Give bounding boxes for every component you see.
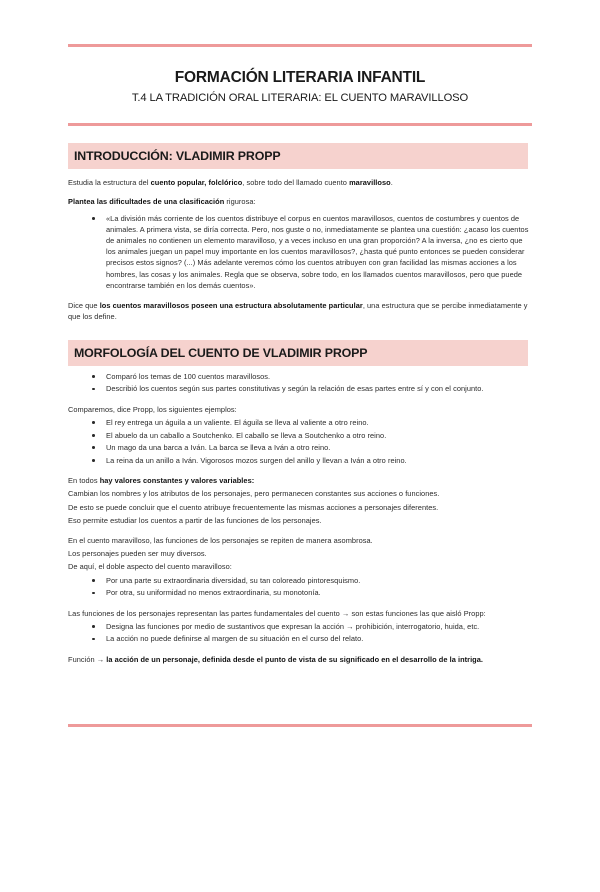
intro-bold-cuento-popular: cuento popular, folclórico [150,178,243,188]
intro-text-1: Estudia la estructura del [68,178,151,188]
morfologia-lead-examples: Comparemos, dice Propp, los siguientes ejemplos: [68,404,237,414]
intro-quote-list [68,213,532,291]
list-item: El rey entrega un águila a un valiente. El águila se lleva al valiente a otro reino. [68,417,532,428]
intro-text-dice: Dice que [68,301,100,311]
document-subtitle: T.4 LA TRADICIÓN ORAL LITERARIA: EL CUENTO MARAVILLOSO [131,92,469,104]
list-item: Comparó los temas de 100 cuentos maravillosos. [68,371,532,382]
list-item: Por otra, su uniformidad no menos extraordinaria, su monotonía. [68,587,532,598]
intro-text-3: . [390,178,393,188]
morfologia-partes-list [68,621,532,645]
section-heading-morfologia: MORFOLOGÍA DEL CUENTO DE VLADIMIR PROPP [68,340,528,366]
list-item: Describió los cuentos según sus partes constitutivas y según la relación de esas partes entre sí y con el conjunto. [68,383,532,394]
intro-paragraph-plantea [68,196,532,207]
list-item: La acción no puede definirse al margen de su situación en el curso del relato. [68,633,532,644]
valores-text-entodos: En todos [68,476,100,486]
intro-text-rigurosa: rigurosa: [224,197,256,207]
list-item: Un mago da una barca a Iván. La barca se lleva a Iván a otro reino. [68,442,532,453]
list-item: «La división más corriente de los cuentos distribuye el corpus en cuentos maravillosos, cuentos de costumbres y cuentos de animales. A primera vista, se diría correcta. Pero, nos guste o no, inmediatamente se plantea una cuestión: ¿acaso los cuentos de animales no contienen un elemento maravilloso, y a veces incluso en una gran proporción? A la inversa, ¿no es cierto que los animales juegan un papel muy importante en los cuentos maravillosos?, ¿hasta qué punto entonces se pueden considerar precisos estos signos? (...) Más adelante veremos cómo los cuentos atribuyen con gran facilidad las mismas acciones a los hombres, las cosas y los animales. Regla que se observa, sobre todo, en los llamados cuentos maravillosos, pero que puede encontrarse también en los demás cuentos». [68,213,532,291]
document-page [0,44,600,892]
morfologia-valores-line-1: Cambian los nombres y los atributos de los personajes, pero permanecen constantes sus acciones o funciones. [68,489,440,499]
section-heading-introduccion: INTRODUCCIÓN: VLADIMIR PROPP [68,143,528,169]
morfologia-valores-heading [68,475,532,486]
funcion-bold-definition: la acción de un personaje, definida desde el punto de vista de su significado en el desarrollo de la intriga. [106,654,484,664]
morfologia-bullets-primary [68,371,532,395]
title-divider-rule [68,123,532,126]
morfologia-repeticion-line-3: De aquí, el doble aspecto del cuento maravilloso: [68,562,232,572]
intro-bold-plantea: Plantea las dificultades de una clasificación [68,197,225,207]
funcion-text-label: Función → [68,654,107,664]
morfologia-partes-fundamentales: Las funciones de los personajes representan las partes fundamentales del cuento → son estas funciones las que aisló Propp: [68,608,486,618]
intro-bold-maravilloso: maravilloso [349,178,391,188]
valores-bold-constantes: hay valores constantes y valores variables: [99,476,255,486]
document-title: FORMACIÓN LITERARIA INFANTIL [174,69,426,86]
list-item: La reina da un anillo a Iván. Vigorosos mozos surgen del anillo y llevan a Iván a otro reino. [68,455,532,466]
morfologia-doble-aspecto-list [68,575,532,599]
morfologia-valores-line-3: Eso permite estudiar los cuentos a partir de las funciones de los personajes. [68,515,322,525]
intro-text-2: , sobre todo del llamado cuento [242,178,350,188]
list-item: Designa las funciones por medio de sustantivos que expresan la acción → prohibición, interrogatorio, huida, etc. [68,621,532,632]
morfologia-valores-line-2: De esto se puede concluir que el cuento atribuye frecuentemente las mismas acciones a personajes diferentes. [68,502,439,512]
morfologia-repeticion-line-2: Los personajes pueden ser muy diversos. [68,549,207,559]
intro-paragraph-dice [68,300,532,322]
bottom-divider-rule [68,724,532,727]
intro-text-define: , una estructura que se percibe inmediatamente y que los define. [68,301,528,322]
list-item: Por una parte su extraordinaria diversidad, su tan coloreado pintoresquismo. [68,575,532,586]
morfologia-funcion-definition [68,654,532,665]
morfologia-examples-list [68,417,532,466]
morfologia-repeticion-line-1: En el cuento maravilloso, las funciones de los personajes se repiten de manera asombrosa. [68,536,373,545]
list-item: El abuelo da un caballo a Soutchenko. El caballo se lleva a Soutchenko a otro reino. [68,430,532,441]
top-divider-rule [68,44,532,47]
intro-bold-estructura: los cuentos maravillosos poseen una estructura absolutamente particular [99,301,363,311]
intro-paragraph-estudia [68,177,532,188]
